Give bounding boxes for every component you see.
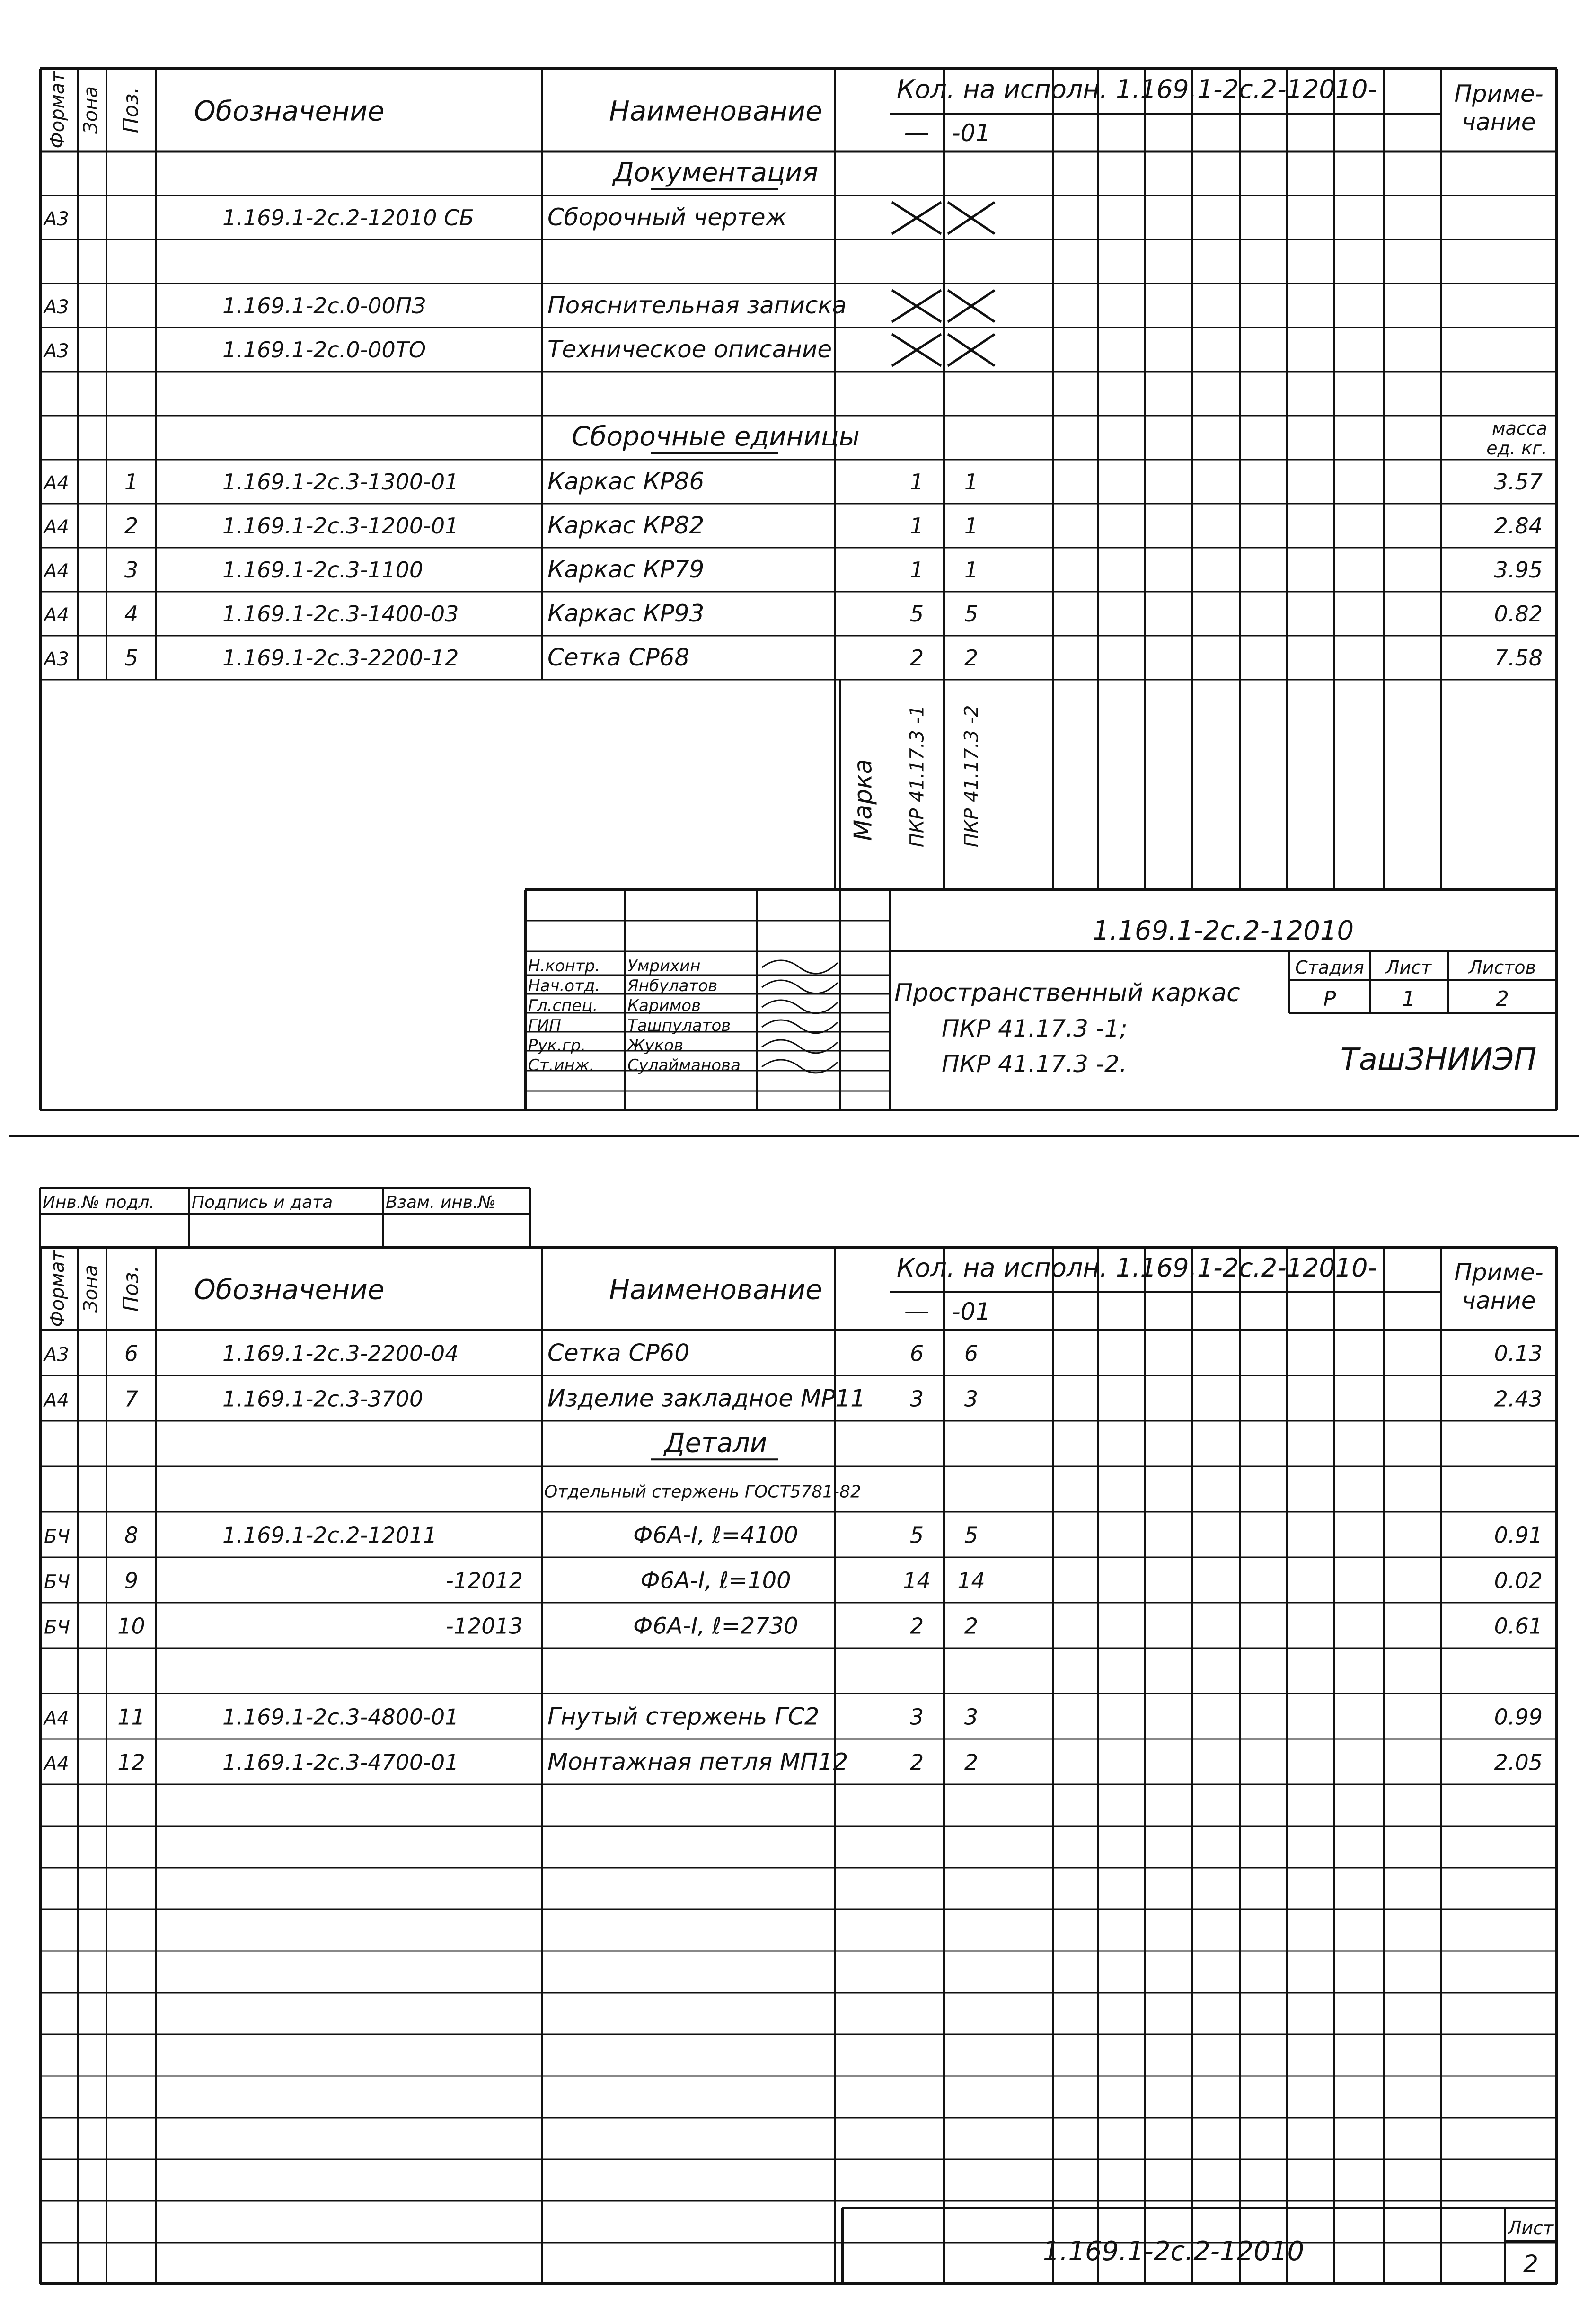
signer-name: Каримов [627,996,701,1015]
cell-qty-2: 1 [964,557,979,583]
marka-label: Марка [849,759,878,841]
side-inv-label: Инв.№ подл. [43,1193,155,1212]
sheets-value: 2 [1496,987,1509,1011]
cell-note: 0.82 [1494,601,1543,627]
cell-qty-2: 6 [964,1340,979,1366]
cell-designation: 1.169.1-2с.3-1400-03 [222,601,459,627]
table-row [40,1339,1557,1375]
cell-qty-1: 1 [909,513,924,539]
cell-format: А3 [44,1344,69,1366]
cell-qty-1: 3 [909,1704,924,1730]
table-row [40,1428,1557,1466]
cell-qty-2: 2 [964,1613,979,1639]
table-row [40,334,1557,372]
cell-qty-1: 5 [909,1522,924,1548]
header-pos: Поз. [119,87,143,133]
cell-qty-1: 2 [909,1613,924,1639]
cell-qty-1: 1 [909,469,924,495]
cross-mark [892,334,941,366]
signer-name: Янбулатов [627,976,718,995]
side-sign-label: Подпись и дата [192,1193,333,1212]
cell-pos: 4 [124,601,139,627]
signer-name: Ташпулатов [627,1016,731,1035]
cell-name: Сборочный чертеж [547,204,787,231]
cell-designation: 1.169.1-2с.2-12011 [222,1522,437,1548]
cell-note: 2.84 [1494,513,1543,539]
cell-name: Каркас КР86 [547,468,705,496]
header-qty-title: Кол. на исполн. 1.169.1-2с.2-12010- [897,1253,1377,1283]
cell-pos: 9 [124,1568,139,1594]
sheets-label: Листов [1469,957,1536,978]
cell-qty-2: 1 [964,469,979,495]
cell-format: А3 [44,648,69,671]
cell-qty-1: 2 [909,1749,924,1775]
cell-designation: 1.169.1-2с.3-4700-01 [222,1749,459,1775]
cell-format: БЧ [44,1526,70,1548]
cell-format: А4 [44,604,69,627]
table-row [40,157,1557,195]
cell-pos: 10 [117,1613,145,1639]
cross-mark [892,290,941,322]
table-row [40,644,1557,680]
cell-name: Ф6А-I, ℓ=2730 [633,1613,798,1640]
table-row [40,600,1557,636]
specification-sheet-2 [40,1188,1557,2284]
cell-qty-2: 14 [957,1568,985,1594]
header-exec-2: -01 [952,1298,991,1325]
cell-name: Гнутый стержень ГС2 [547,1703,820,1730]
cell-note: 0.13 [1494,1340,1543,1366]
header-name: Наименование [609,95,822,127]
cell-name: Ф6А-I, ℓ=100 [640,1567,791,1594]
cell-pos: 8 [124,1522,139,1548]
cell-pos: 2 [124,513,139,539]
stamp-title-2: ПКР 41.17.3 -1; [942,1015,1128,1042]
specification-sheet-1 [40,69,1557,1110]
cell-format: БЧ [44,1616,70,1639]
header-zone: Зона [80,1265,102,1313]
header-exec-2: -01 [952,119,991,147]
signer-name: Умрихин [627,957,701,976]
stamp-title-3: ПКР 41.17.3 -2. [942,1050,1127,1078]
header-exec-1: — [904,1296,930,1326]
table-row [40,202,1557,239]
signer-role: Н.контр. [528,957,600,976]
cell-pos: 12 [117,1749,145,1775]
cross-mark [892,202,941,234]
cell-note: 3.95 [1494,557,1543,583]
signature-scribble [762,1000,838,1013]
stamp-doc-number: 1.169.1-2с.2-12010 [1092,915,1354,946]
cell-qty-1: 3 [909,1386,924,1412]
cell-pos: 6 [124,1340,139,1366]
cell-name: Сетка СР60 [547,1339,690,1367]
cell-note: 0.91 [1494,1522,1543,1548]
stage-value: Р [1323,987,1336,1011]
cell-format: А3 [44,340,69,363]
cell-pos: 1 [124,469,139,495]
cell-qty-2: 5 [964,1522,979,1548]
cell-designation: 1.169.1-2с.3-1100 [222,557,423,583]
marka-exec-2: ПКР 41.17.3 -2 [961,705,983,848]
cell-qty-1: 6 [909,1340,924,1366]
header-note-1: Приме- [1454,1259,1544,1286]
cell-name: Каркас КР79 [547,556,705,584]
cell-format: А4 [44,1707,69,1730]
stamp-organization: ТашЗНИИЭП [1340,1042,1537,1077]
cell-note: 2.43 [1494,1386,1543,1412]
sheet-value: 1 [1402,987,1415,1011]
cell-designation: 1.169.1-2с.2-12010 СБ [222,205,474,231]
cell-qty-2: 2 [964,645,979,671]
table-row [40,512,1557,548]
header-qty-title: Кол. на исполн. 1.169.1-2с.2-12010- [897,74,1377,104]
stamp-title-1: Пространственный каркас [894,979,1240,1007]
signer-role: Нач.отд. [528,976,600,995]
stamp-sheet-value: 2 [1523,2250,1538,2278]
cell-designation: 1.169.1-2с.3-1200-01 [222,513,459,539]
signer-role: Рук.гр. [528,1036,586,1055]
cell-qty-1: 14 [903,1568,931,1594]
cell-name: Каркас КР93 [547,600,705,628]
cell-designation: 1.169.1-2с.3-2200-12 [222,645,459,671]
cell-designation: 1.169.1-2с.0-00ТО [222,337,426,363]
cell-name: Изделие закладное МР11 [547,1384,865,1412]
cell-format: А4 [44,1389,69,1411]
table-row [40,1482,1557,1512]
cell-note: масса [1491,418,1547,439]
cell-pos: 7 [124,1386,139,1412]
cell-format: А3 [44,208,69,231]
cell-pos: 5 [124,645,139,671]
cell-format: БЧ [44,1571,70,1593]
cell-name: Техническое описание [547,336,832,364]
header-note-2: чание [1462,1287,1536,1314]
header-note-2: чание [1462,108,1536,136]
cell-name: Сетка СР68 [547,644,690,672]
cell-note: 0.02 [1494,1568,1543,1594]
cell-note: 0.99 [1494,1704,1543,1730]
header-format: Формат [47,1250,69,1327]
marka-exec-1: ПКР 41.17.3 -1 [906,705,928,848]
cell-name: Пояснительная записка [547,292,847,319]
cell-note: 7.58 [1494,645,1543,671]
header-zone: Зона [80,86,102,134]
signature-scribble [762,960,838,974]
cross-mark [948,334,995,366]
cell-qty-2: 5 [964,601,979,627]
signer-role: Ст.инж. [528,1056,595,1075]
cell-name: Каркас КР82 [547,512,705,540]
signer-role: Гл.спец. [528,996,598,1015]
signer-role: ГИП [528,1016,561,1035]
signer-name: Жуков [627,1036,684,1055]
stamp-doc-number: 1.169.1-2с.2-12010 [1042,2236,1305,2267]
cell-designation: 1.169.1-2с.3-3700 [222,1386,423,1412]
table-row [40,1613,1557,1648]
table-row [40,1703,1557,1739]
cell-format: А4 [44,516,69,539]
cell-note: ед. кг. [1486,438,1547,459]
header-exec-1: — [904,117,930,147]
side-vzam-label: Взам. инв.№ [386,1193,496,1212]
cell-qty-2: 3 [964,1704,979,1730]
signer-name: Сулайманова [627,1056,741,1075]
header-name: Наименование [609,1273,822,1306]
cell-qty-1: 5 [909,601,924,627]
header-note-1: Приме- [1454,80,1544,107]
table-row [40,1567,1557,1603]
header-designation: Обозначение [194,1273,385,1306]
cell-note: 0.61 [1494,1613,1543,1639]
cell-name: Монтажная петля МП12 [547,1748,848,1776]
cell-name-small: Отдельный стержень ГОСТ5781-82 [544,1482,861,1502]
table-row [40,1522,1557,1557]
cell-section-title: Детали [664,1428,768,1459]
table-row [40,468,1557,504]
cell-designation: 1.169.1-2с.3-1300-01 [222,469,459,495]
header-pos: Поз. [119,1265,143,1312]
cell-qty-2: 2 [964,1749,979,1775]
cell-format: А4 [44,1753,69,1775]
cell-format: А3 [44,296,69,319]
cell-format: А4 [44,472,69,495]
table-row [40,290,1557,328]
cell-designation: -12013 [446,1613,523,1639]
cell-pos: 3 [124,557,139,583]
cell-note: 2.05 [1494,1749,1543,1775]
signature-scribble [762,980,838,993]
cell-designation: 1.169.1-2с.3-2200-04 [222,1340,459,1366]
cell-name: Ф6А-I, ℓ=4100 [633,1522,798,1549]
stage-label: Стадия [1295,957,1364,978]
cell-format: А4 [44,560,69,583]
table-row [40,1748,1557,1784]
cell-pos: 11 [117,1704,145,1730]
cell-qty-1: 1 [909,557,924,583]
stamp-sheet-label: Лист [1508,2218,1554,2238]
cell-designation: 1.169.1-2с.0-00ПЗ [222,293,426,319]
cross-mark [948,202,995,234]
table-row [40,556,1557,592]
cell-section-title: Документация [613,157,819,188]
cell-designation: -12012 [446,1568,523,1594]
cell-note: 3.57 [1494,469,1543,495]
cell-section-title: Сборочные единицы [572,421,860,452]
header-format: Формат [47,71,69,149]
cell-designation: 1.169.1-2с.3-4800-01 [222,1704,459,1730]
cell-qty-2: 1 [964,513,979,539]
sheet-label: Лист [1385,957,1432,978]
cell-qty-1: 2 [909,645,924,671]
table-row [40,1384,1557,1421]
cross-mark [948,290,995,322]
header-designation: Обозначение [194,95,385,127]
cell-qty-2: 3 [964,1386,979,1412]
table-row [40,418,1557,460]
